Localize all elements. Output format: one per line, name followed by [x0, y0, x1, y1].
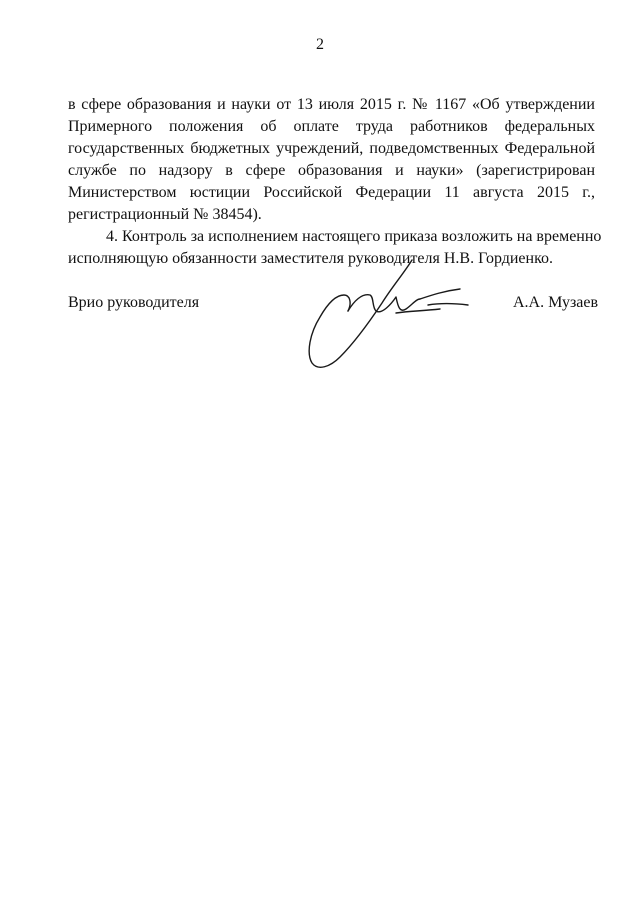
text-line: 4. Контроль за исполнением настоящего приказа возложить на временно: [106, 228, 602, 245]
text-line: регистрационный № 38454).: [68, 206, 262, 223]
paragraph-continuation: [68, 94, 595, 226]
signature-loop-stroke: [348, 295, 420, 312]
text-line: службе по надзору в сфере образования и науки» (зарегистрирован: [68, 162, 595, 179]
handwritten-signature: [300, 255, 480, 375]
document-body: [68, 94, 602, 270]
signatory-role: Врио руководителя: [68, 294, 200, 311]
signature-main-stroke: [309, 260, 412, 367]
page-number: 2: [316, 36, 324, 53]
text-line: государственных бюджетных учреждений, подведомственных Федеральной: [68, 140, 595, 157]
text-line: исполняющую обязанности заместителя руководителя Н.В. Гордиенко.: [68, 250, 554, 267]
text-line: Примерного положения об оплате труда работников федеральных: [68, 118, 595, 135]
text-line: в сфере образования и науки от 13 июля 2015 г. № 1167 «Об утверждении: [68, 96, 595, 113]
text-line: Министерством юстиции Российской Федерации 11 августа 2015 г.,: [68, 184, 595, 201]
signatory-name: А.А. Музаев: [513, 294, 599, 311]
signature-tail-stroke: [396, 289, 468, 313]
